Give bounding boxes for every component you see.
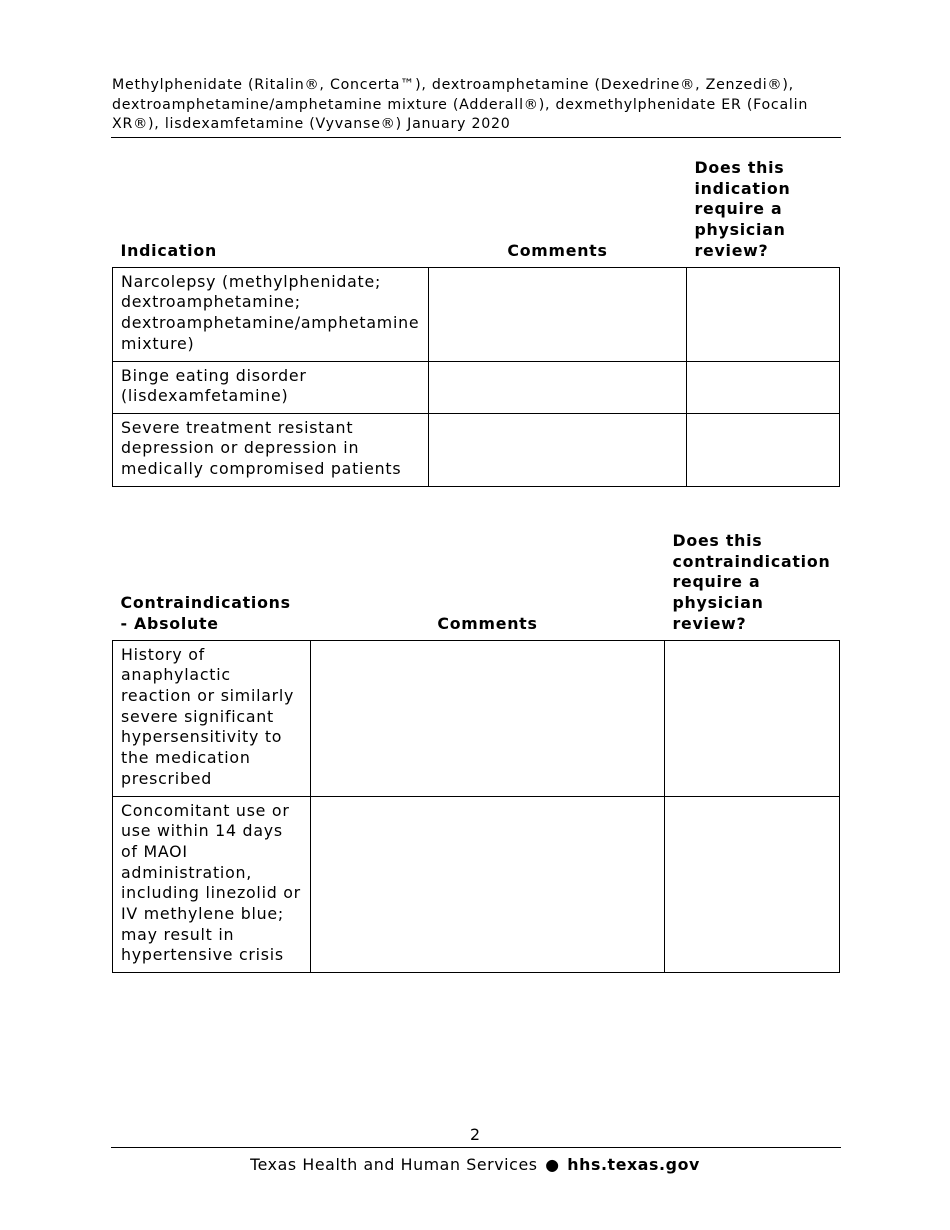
footer-website-link[interactable]: hhs.texas.gov [567,1155,700,1174]
table-row [113,361,840,413]
indications-table [112,158,840,487]
comments-column-header: Comments [437,613,538,633]
page-footer [0,1155,950,1174]
contraindication-cell: History of anaphylactic reaction or similarly severe significant hypersensitivity to the medication prescribed [113,640,311,796]
physician-review-cell[interactable] [665,640,840,796]
indication-cell: Severe treatment resistant depression or depression in medically compromised patients [113,413,429,486]
header-rule [111,137,841,138]
indication-cell: Narcolepsy (methylphenidate; dextroamphetamine; dextroamphetamine/amphetamine mixture) [113,267,429,361]
table-row [113,267,840,361]
comments-cell[interactable] [429,413,687,486]
comments-cell[interactable] [429,361,687,413]
comments-cell[interactable] [429,267,687,361]
physician-review-cell[interactable] [687,413,840,486]
table-row [113,796,840,972]
comments-cell[interactable] [311,640,665,796]
physician-review-cell[interactable] [687,267,840,361]
indication-column-header: Indication [120,240,217,260]
comments-cell[interactable] [311,796,665,972]
footer-organization: Texas Health and Human Services [250,1155,538,1174]
table-row [113,413,840,486]
physician-review-cell[interactable] [665,796,840,972]
physician-review-column-header: Does this indication require a physician review? [694,158,791,260]
contraindication-column-header: Contraindications - Absolute [120,593,291,633]
contraindication-cell: Concomitant use or use within 14 days of MAOI administration, including linezolid or IV methylene blue; may result in hypertensive crisis [113,796,311,972]
physician-review-column-header: Does this contraindication require a physician review? [672,531,831,633]
page-header: Methylphenidate (Ritalin®, Concerta™), dextroamphetamine (Dexedrine®, Zenzedi®), dextroamphetamine/amphetamine mixture (Adderall®), dexmethylphenidate ER (Focalin XR®), lisdexamfetamine (Vyvanse®) January 2020 [112,77,809,132]
footer-bullet: ● [545,1155,560,1174]
footer-rule [111,1147,841,1148]
contraindications-header-row [113,531,840,640]
indications-header-row [113,158,840,267]
comments-column-header: Comments [507,240,608,260]
physician-review-cell[interactable] [687,361,840,413]
indication-cell: Binge eating disorder (lisdexamfetamine) [113,361,429,413]
page-number: 2 [469,1125,481,1144]
table-row [113,640,840,796]
contraindications-table [112,531,840,973]
